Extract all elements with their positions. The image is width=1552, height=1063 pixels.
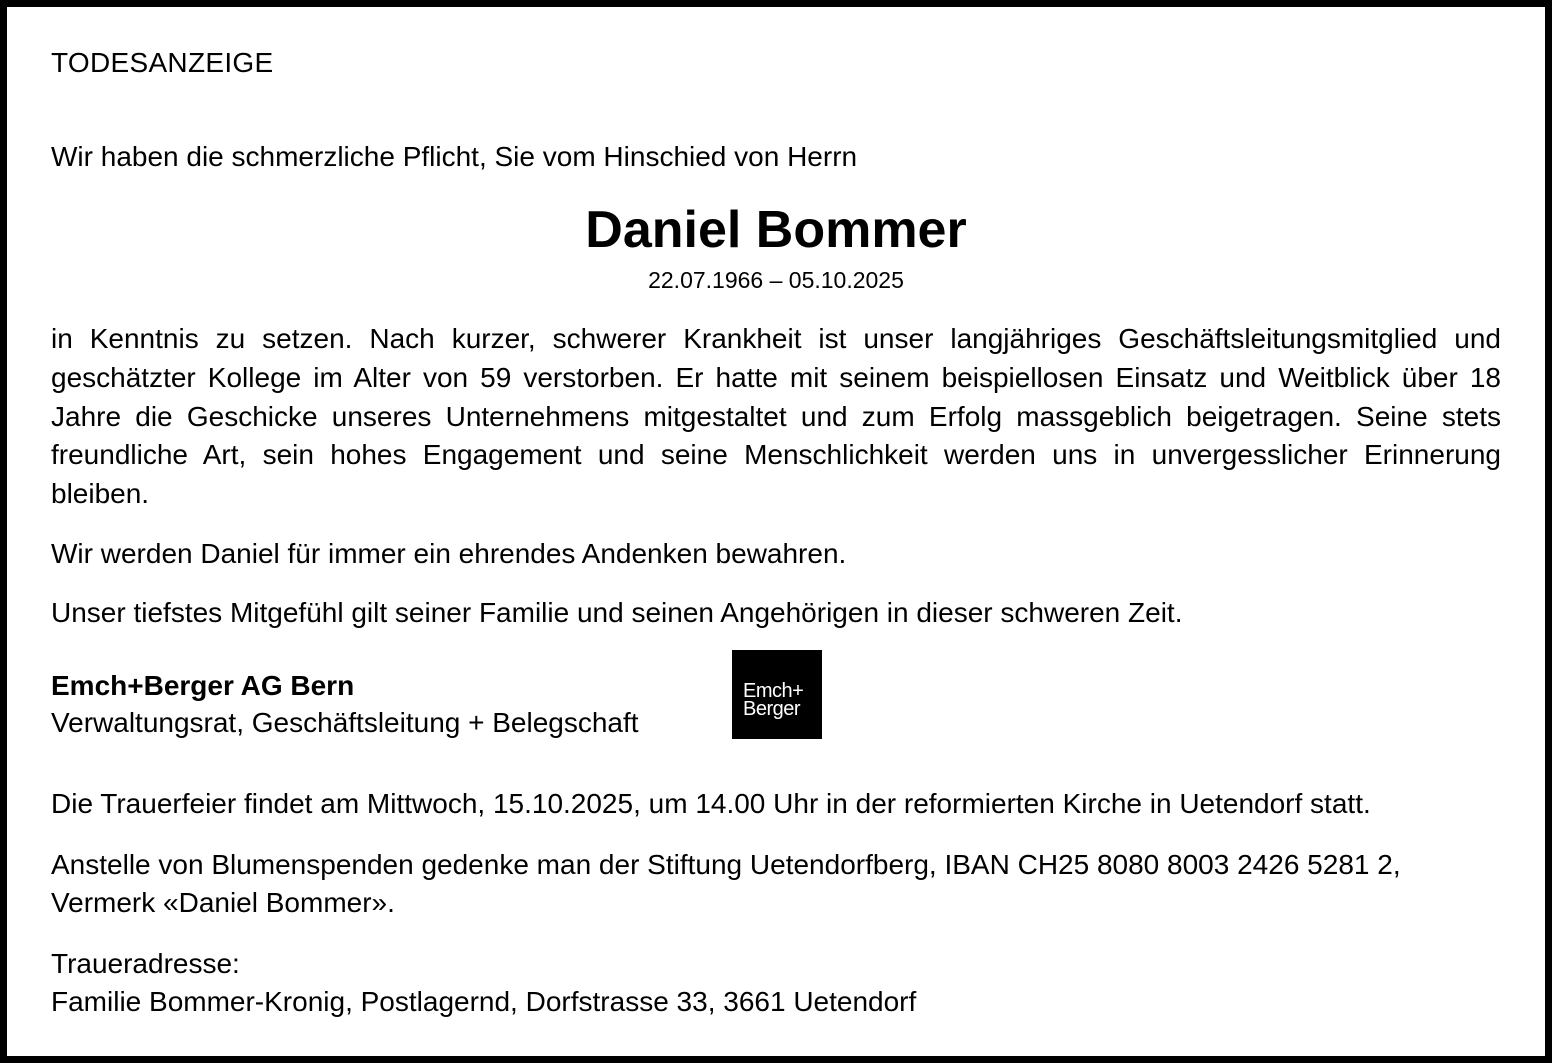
donation-line1: Anstelle von Blumenspenden gedenke man der Stiftung Uetendorfberg, IBAN CH25 8080 8003 2426 5281 2, (51, 849, 1401, 880)
logo-text-line1: Emch+ (743, 680, 804, 702)
logo-text-line2: Berger (743, 698, 801, 720)
company-logo (732, 650, 822, 739)
address-label: Traueradresse: (51, 948, 240, 979)
company-signers: Verwaltungsrat, Geschäftsleitung + Belegschaft (51, 707, 639, 738)
body-paragraph: in Kenntnis zu setzen. Nach kurzer, schwerer Krankheit ist unser langjähriges Geschäftsleitungsmitglied und geschätzter Kollege im Alter von 59 verstorben. Er hatte mit seinem beispiellosen Einsatz und Weitblick über 18 Jahre die Geschicke unseres Unternehmens mitgestaltet und zum Erfolg massgeblich beigetragen. Seine stets freundliche Art, sein hohes Engagement und seine Menschlichkeit werden uns in unvergesslicher Erinnerung bleiben. (51, 323, 1501, 510)
notice-header: TODESANZEIGE (51, 47, 274, 78)
company-name: Emch+Berger AG Bern (51, 670, 355, 701)
intro-text: Wir haben die schmerzliche Pflicht, Sie vom Hinschied von Herrn (51, 141, 858, 172)
donation-line2: Vermerk «Daniel Bommer». (51, 887, 395, 918)
funeral-info: Die Trauerfeier findet am Mittwoch, 15.10.2025, um 14.00 Uhr in der reformierten Kirche in Uetendorf statt. (51, 788, 1371, 819)
condolence-text: Unser tiefstes Mitgefühl gilt seiner Familie und seinen Angehörigen in dieser schweren Zeit. (51, 597, 1183, 628)
life-dates: 22.07.1966 – 05.10.2025 (648, 267, 904, 293)
remembrance-text: Wir werden Daniel für immer ein ehrendes Andenken bewahren. (51, 538, 847, 569)
mourning-address: Familie Bommer-Kronig, Postlagernd, Dorfstrasse 33, 3661 Uetendorf (51, 986, 917, 1017)
deceased-name: Daniel Bommer (585, 201, 967, 259)
